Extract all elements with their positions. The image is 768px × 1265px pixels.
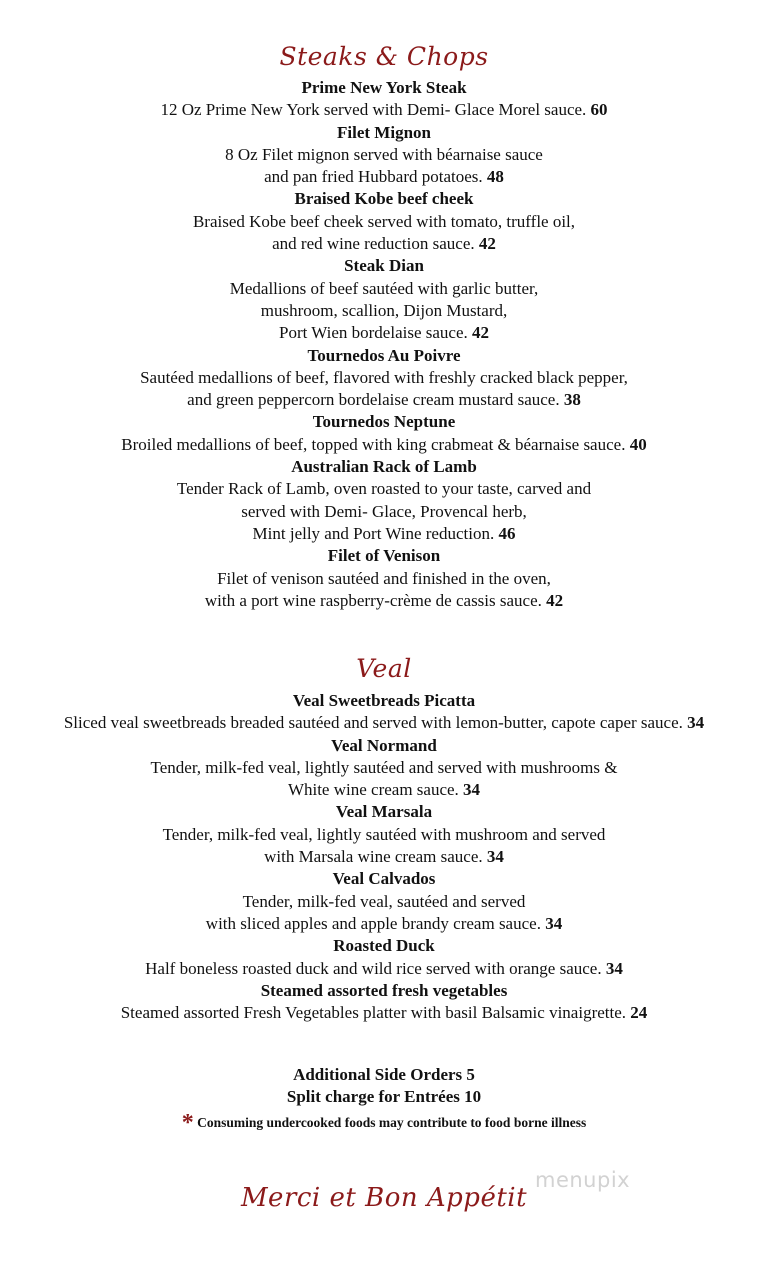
description-text: and green peppercorn bordelaise cream mustard sauce. xyxy=(187,390,560,410)
menu-item-price: 34 xyxy=(545,913,563,933)
menu-item-name: Braised Kobe beef cheek xyxy=(294,189,474,209)
description-text: Sliced veal sweetbreads breaded sautéed and served with lemon-butter, capote caper sauce. xyxy=(63,713,683,733)
description-text: and pan fried Hubbard potatoes. xyxy=(264,167,483,187)
description-text: Sautéed medallions of beef, flavored with freshly cracked black pepper, xyxy=(140,367,628,387)
description-text: with sliced apples and apple brandy cream sauce. xyxy=(205,913,541,933)
menu-item xyxy=(0,690,768,735)
menu-item-description xyxy=(0,958,768,980)
menu-item-description xyxy=(0,501,768,523)
undercooked-disclaimer xyxy=(0,1110,768,1136)
description-text: Broiled medallions of beef, topped with king crabmeat & béarnaise sauce. xyxy=(121,434,626,454)
menu-item-description xyxy=(0,757,768,779)
menu-item-description xyxy=(0,144,768,166)
menu-item-description xyxy=(0,712,768,734)
disclaimer-text: Consuming undercooked foods may contribute to food borne illness xyxy=(197,1115,587,1130)
menu-item-description xyxy=(0,211,768,233)
description-text: Half boneless roasted duck and wild rice served with orange sauce. xyxy=(145,958,602,978)
description-text: Port Wien bordelaise sauce. xyxy=(278,323,468,343)
steaks-item-list xyxy=(0,77,768,612)
description-text: Mint jelly and Port Wine reduction. xyxy=(252,523,495,543)
menu-item-description xyxy=(0,322,768,344)
menu-item xyxy=(0,77,768,122)
menu-item-price: 42 xyxy=(546,590,564,610)
menu-item-price: 34 xyxy=(687,713,705,733)
menu-item-name: Prime New York Steak xyxy=(301,78,467,97)
description-text: with a port wine raspberry-crème de cassis sauce. xyxy=(204,590,542,610)
menu-item-name: Tournedos Au Poivre xyxy=(307,345,461,365)
side-orders-note: Additional Side Orders 5 xyxy=(293,1065,475,1084)
menu-item-name: Roasted Duck xyxy=(333,936,435,956)
description-text: 12 Oz Prime New York served with Demi- Glace Morel sauce. xyxy=(160,100,587,120)
menu-item-description xyxy=(0,891,768,913)
veal-item-list xyxy=(0,690,768,1024)
menu-item-name: Veal Calvados xyxy=(332,869,436,889)
menu-item-description xyxy=(0,913,768,935)
menu-item-price: 34 xyxy=(486,847,504,867)
menu-item-description xyxy=(0,478,768,500)
menu-item-price: 34 xyxy=(463,780,481,800)
description-text: Steamed assorted Fresh Vegetables platter with basil Balsamic vinaigrette. xyxy=(120,1003,627,1023)
description-text: mushroom, scallion, Dijon Mustard, xyxy=(260,300,508,320)
description-text: Tender Rack of Lamb, oven roasted to your taste, carved and xyxy=(176,479,592,499)
menu-item-description xyxy=(0,389,768,411)
menu-item-name: Veal Normand xyxy=(331,735,437,755)
description-text: with Marsala wine cream sauce. xyxy=(264,847,483,867)
menu-item xyxy=(0,411,768,456)
menu-item-description xyxy=(0,568,768,590)
menu-item-description xyxy=(0,1002,768,1024)
menu-item-name: Steak Dian xyxy=(344,256,424,276)
menu-item-description xyxy=(0,166,768,188)
closing-phrase: Merci et Bon Appétit xyxy=(240,1183,528,1213)
description-text: Braised Kobe beef cheek served with tomato, truffle oil, xyxy=(192,211,576,231)
menu-item xyxy=(0,980,768,1025)
menu-item-description xyxy=(0,590,768,612)
menu-item-description xyxy=(0,523,768,545)
menu-item-price: 42 xyxy=(472,323,490,343)
menu-item xyxy=(0,545,768,612)
menu-item xyxy=(0,188,768,255)
description-text: 8 Oz Filet mignon served with béarnaise sauce xyxy=(225,144,543,164)
split-charge-note: Split charge for Entrées 10 xyxy=(286,1087,482,1106)
menu-item-description xyxy=(0,846,768,868)
menu-item xyxy=(0,345,768,412)
menu-item xyxy=(0,456,768,545)
menu-item-name: Veal Sweetbreads Picatta xyxy=(292,691,476,710)
menu-item-price: 48 xyxy=(486,167,504,187)
menu-item-name: Filet Mignon xyxy=(337,122,431,142)
menu-item-description xyxy=(0,779,768,801)
description-text: Medallions of beef sautéed with garlic butter, xyxy=(229,278,539,298)
menu-item-description xyxy=(0,824,768,846)
menu-item-description xyxy=(0,434,768,456)
menu-item-price: 38 xyxy=(563,390,581,410)
menu-item-name: Filet of Venison xyxy=(327,546,441,566)
menu-item-price: 42 xyxy=(478,234,496,254)
description-text: and red wine reduction sauce. xyxy=(272,234,475,254)
menu-item-description xyxy=(0,367,768,389)
menu-item xyxy=(0,801,768,868)
veal-section-title: Veal xyxy=(356,654,412,683)
menu-item-name: Australian Rack of Lamb xyxy=(291,457,477,477)
menu-item xyxy=(0,122,768,189)
asterisk-mark: * xyxy=(181,1110,194,1136)
watermark-logo: menupix xyxy=(535,1168,631,1192)
description-text: served with Demi- Glace, Provencal herb, xyxy=(241,501,527,521)
menu-item-description xyxy=(0,300,768,322)
menu-item-price: 34 xyxy=(605,958,623,978)
menu-item xyxy=(0,935,768,980)
description-text: Tender, milk-fed veal, sautéed and served xyxy=(242,891,526,911)
menu-item-name: Veal Marsala xyxy=(335,802,433,822)
menu-item-price: 40 xyxy=(629,434,647,454)
menu-item-description xyxy=(0,99,768,121)
description-text: Filet of venison sautéed and finished in the oven, xyxy=(217,568,551,588)
description-text: Tender, milk-fed veal, lightly sautéed and served with mushrooms & xyxy=(150,757,618,777)
menu-item xyxy=(0,255,768,344)
menu-item-description xyxy=(0,278,768,300)
menu-item-price: 46 xyxy=(498,523,516,543)
menu-item-price: 60 xyxy=(590,100,608,120)
menu-item-description xyxy=(0,233,768,255)
menu-item-name: Tournedos Neptune xyxy=(312,412,456,432)
steaks-section-title: Steaks & Chops xyxy=(279,42,489,71)
description-text: Tender, milk-fed veal, lightly sautéed with mushroom and served xyxy=(162,824,606,844)
menu-item-price: 24 xyxy=(630,1003,648,1023)
description-text: White wine cream sauce. xyxy=(287,780,459,800)
menu-item xyxy=(0,868,768,935)
menu-item xyxy=(0,735,768,802)
menu-item-name: Steamed assorted fresh vegetables xyxy=(260,980,508,1000)
